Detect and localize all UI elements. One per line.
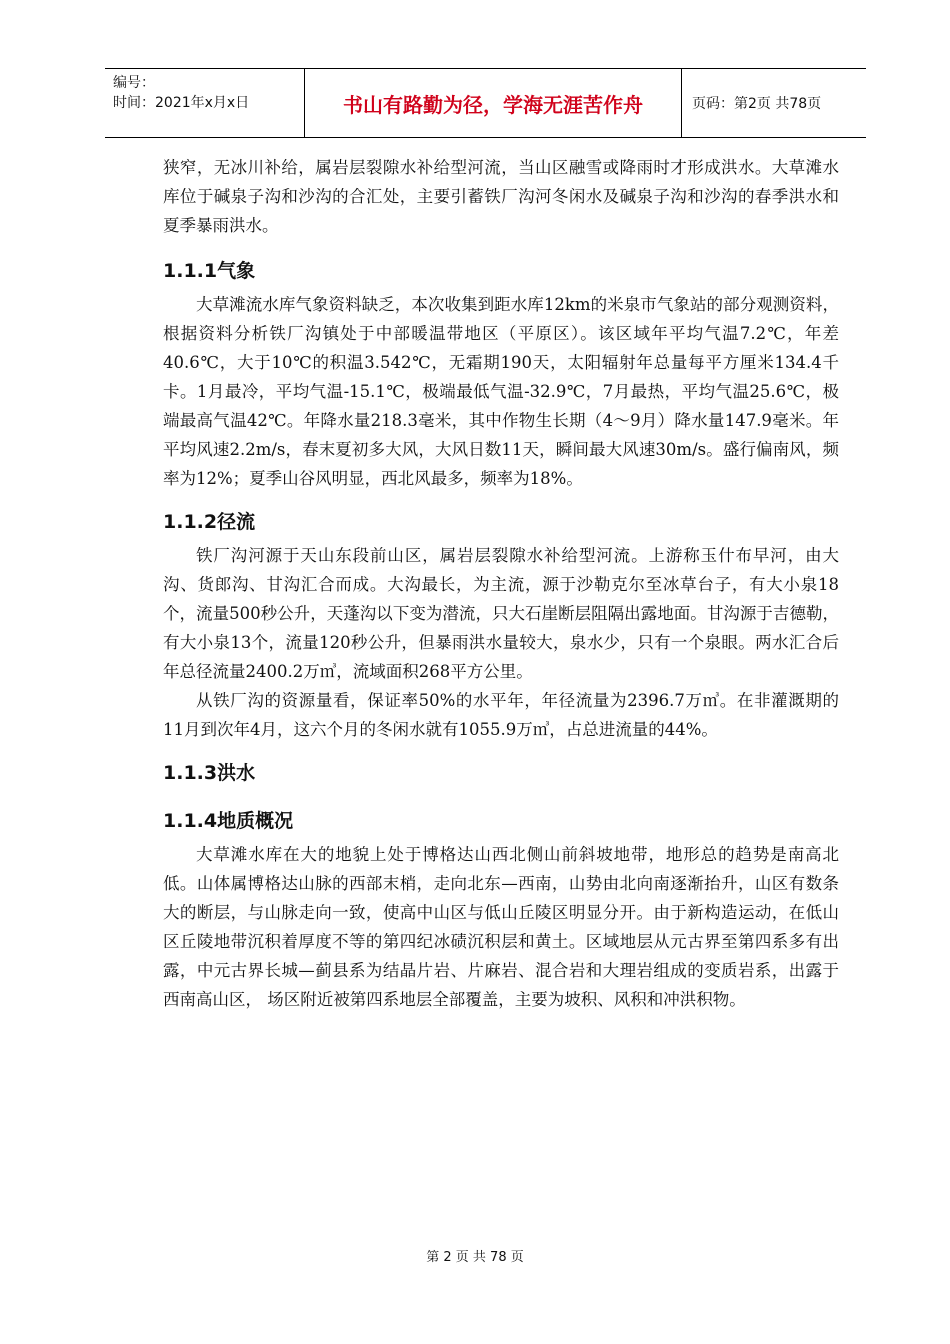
intro-paragraph: 狭窄，无冰川补给，属岩层裂隙水补给型河流，当山区融雪或降雨时才形成洪水。大草滩水库位于碱泉子沟和沙沟的合汇处，主要引蓄铁厂沟河冬闲水及碱泉子沟和沙沟的春季洪水和夏季暴雨洪水。: [163, 158, 839, 235]
section-heading-runoff: 1.1.2径流: [163, 511, 256, 533]
runoff-paragraph-1: 铁厂沟河源于天山东段前山区，属岩层裂隙水补给型河流。上游称玉什布早河，由大沟、货郎沟、甘沟汇合而成。大沟最长，为主流，源于沙勒克尔至冰草台子，有大小泉18个，流量500秒公升，天蓬沟以下变为潜流，只大石崖断层阻隔出露地面。甘沟源于吉德勒，有大小泉13个，流量120秒公升，但暴雨洪水量较大，泉水少，只有一个泉眼。两水汇合后年总径流量2400.2万㎥，流域面积268平方公里。: [163, 546, 839, 681]
section-heading-flood: 1.1.3洪水: [163, 762, 256, 784]
section-heading-climate: 1.1.1气象: [163, 260, 256, 282]
runoff-paragraph-2: 从铁厂沟的资源量看，保证率50%的水平年，年径流量为2396.7万㎥。在非灌溉期的11月到次年4月，这六个月的冬闲水就有1055.9万㎥，占总进流量的44%。: [163, 691, 839, 739]
document-body: [163, 153, 839, 1014]
climate-paragraph: 大草滩流水库气象资料缺乏，本次收集到距水库12km的米泉市气象站的部分观测资料，根据资料分析铁厂沟镇处于中部暖温带地区（平原区）。该区域年平均气温7.2℃，年差40.6℃，大于10℃的积温3.542℃，无霜期190天，太阳辐射年总量每平方厘米134.4千卡。1月最冷，平均气温-15.1℃，极端最低气温-32.9℃，7月最热，平均气温25.6℃，极端最高气温42℃。年降水量218.3毫米，其中作物生长期（4～9月）降水量147.9毫米。年平均风速2.2m/s，春末夏初多大风，大风日数11天，瞬间最大风速30m/s。盛行偏南风，频率为12%；夏季山谷风明显，西北风最多，频率为18%。: [163, 295, 839, 488]
page-footer: 第 2 页 共 78 页: [426, 1250, 524, 1265]
geology-paragraph: 大草滩水库在大的地貌上处于博格达山西北侧山前斜坡地带，地形总的趋势是南高北低。山体属博格达山脉的西部末梢，走向北东—西南，山势由北向南逐渐抬升，山区有数条大的断层，与山脉走向一致，使高中山区与低山丘陵区明显分开。由于新构造运动，在低山区丘陵地带沉积着厚度不等的第四纪冰碛沉积层和黄土。区域地层从元古界至第四系多有出露，中元古界长城—蓟县系为结晶片岩、片麻岩、混合岩和大理岩组成的变质岩系，出露于西南高山区， 场区附近被第四系地层全部覆盖，主要为坡积、风积和冲洪积物。: [163, 845, 839, 1009]
header-meta: [105, 69, 305, 137]
section-heading-geology: 1.1.4地质概况: [163, 810, 294, 832]
document-number-label: 编号：: [113, 75, 155, 91]
page-header: [105, 68, 866, 138]
header-page-label: 页码：第2页 共78页: [692, 96, 822, 112]
document-date-label: 时间：2021年x月x日: [113, 95, 250, 111]
header-motto: 书山有路勤为径，学海无涯苦作舟: [305, 69, 682, 137]
